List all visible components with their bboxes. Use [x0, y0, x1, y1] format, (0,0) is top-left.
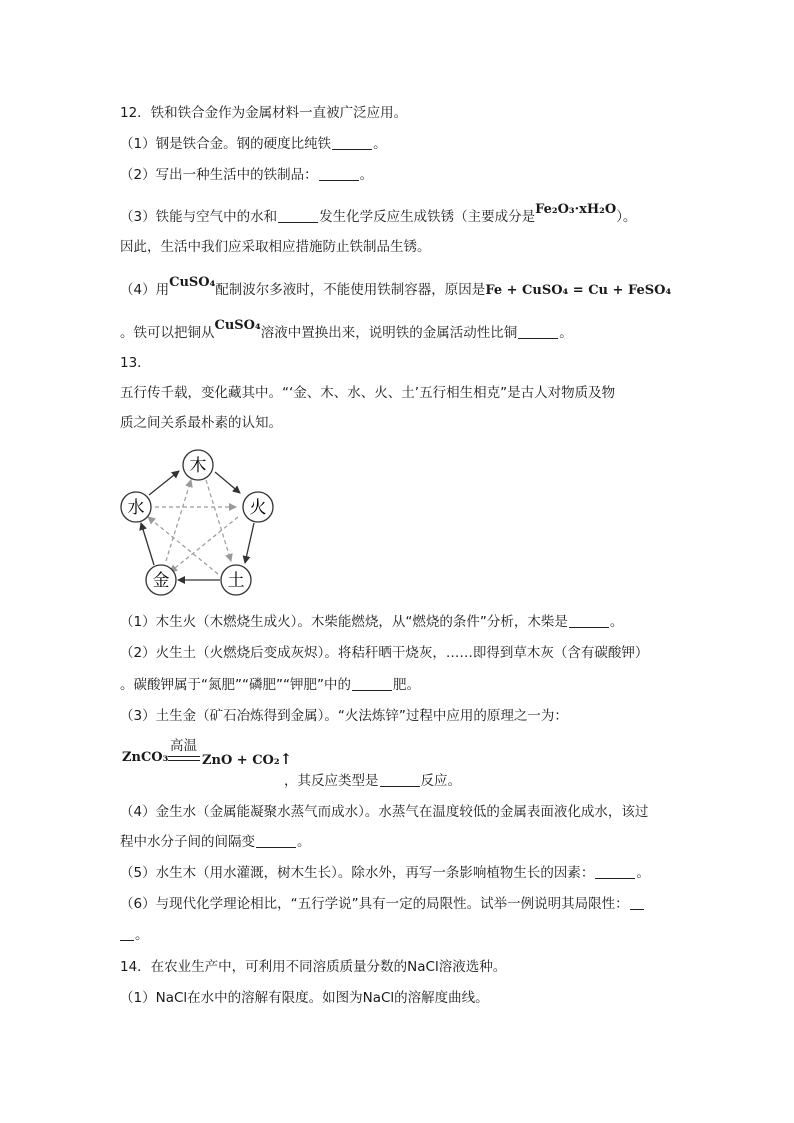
arrow-water-to-wood [149, 471, 179, 495]
q13-part4: （4）金生水（金属能凝聚水蒸气而成水）。水蒸气在温度较低的金属表面液化成水，该过 [120, 804, 649, 820]
q13-part5: （5）水生木（用水灌溉，树木生长）。除水外，再写一条影响植物生长的因素： 。 [120, 865, 650, 881]
svg-text:水: 水 [127, 498, 145, 518]
answer-blank[interactable] [518, 324, 558, 339]
answer-blank-continued[interactable] [120, 926, 134, 941]
node-earth [221, 565, 251, 595]
q12-part3-line2: 因此，生活中我们应采取相应措施防止铁制品生锈。 [120, 239, 431, 255]
answer-blank[interactable] [332, 135, 372, 150]
equals-sign [168, 756, 200, 761]
svg-text:金: 金 [152, 571, 170, 591]
svg-text:土: 土 [227, 571, 245, 591]
q12-title: 12．铁和铁合金作为金属材料一直被广泛应用。 [120, 105, 408, 121]
cuso4-formula: CuSO₄ [214, 318, 261, 333]
q13-part6-line2: 。 [120, 925, 149, 945]
arrow-fire-to-earth [245, 523, 254, 563]
arrow-metal-to-wood [166, 480, 191, 561]
q13-intro-line2: 质之间关系最朴素的认知。 [120, 415, 282, 431]
arrow-wood-to-earth [206, 480, 231, 561]
gas-arrow-icon: ↑ [279, 750, 293, 768]
arrow-wood-to-fire [215, 472, 240, 493]
answer-blank[interactable] [256, 833, 296, 848]
node-fire [243, 492, 273, 522]
q13-part4-line2: 程中水分子间的间隔变 。 [120, 834, 311, 850]
node-water [121, 492, 151, 522]
reaction-condition: 高温 [170, 738, 197, 754]
answer-blank[interactable] [380, 772, 420, 787]
q13-part6: （6）与现代化学理论相比，“五行学说”具有一定的局限性。试举一例说明其局限性： [120, 894, 645, 914]
q13-number: 13． [120, 355, 151, 371]
q12-part3: （3）铁能与空气中的水和 发生化学反应生成铁锈（主要成分是Fe₂O₃·xH₂O）。 [120, 202, 637, 225]
q13-part2-line2: 。碳酸钾属于“氮肥”“磷肥”“钾肥”中的 肥。 [120, 677, 420, 693]
q14-title: 14．在农业生产中，可利用不同溶质质量分数的NaCl溶液选种。 [120, 959, 507, 975]
q13-part2: （2）火生土（火燃烧后变成灰烬）。将秸秆晒干烧灰，……即得到草木灰（含有碳酸钾） [120, 645, 649, 661]
answer-blank[interactable] [630, 895, 644, 910]
q12-part1: （1）钢是铁合金。钢的硬度比纯铁 。 [120, 136, 387, 152]
q13-part1: （1）木生火（木燃烧生成火）。木柴能燃烧，从“燃烧的条件”分析，木柴是 。 [120, 614, 624, 630]
answer-blank[interactable] [278, 208, 318, 223]
five-elements-diagram [118, 447, 278, 597]
cuso4-formula: CuSO₄ [169, 275, 216, 290]
q12-part4-line2: 。铁可以把铜从CuSO₄溶液中置换出来，说明铁的金属活动性比铜 。 [120, 318, 573, 341]
rust-formula: Fe₂O₃·xH₂O [535, 202, 617, 217]
q12-part2: （2）写出一种生活中的铁制品： 。 [120, 167, 374, 183]
q13-part3-line2: ，其反应类型是 反应。 [284, 773, 461, 789]
iron-copper-equation: Fe + CuSO₄ = Cu + FeSO₄ [485, 283, 672, 298]
q13-part3: （3）土生金（矿石冶炼得到金属）。“火法炼锌”过程中应用的原理之一为： [120, 708, 568, 724]
overcoming-arrows [148, 480, 238, 574]
svg-text:木: 木 [189, 456, 207, 476]
answer-blank[interactable] [595, 864, 635, 879]
equation-products: ZnO + CO₂↑ [202, 750, 293, 768]
equation-reactant: ZnCO₃ [122, 750, 169, 765]
q13-intro: 五行传千载，变化藏其中。“‘金、木、水、火、土’五行相生相克”是古人对物质及物 [120, 385, 616, 401]
node-wood [183, 450, 213, 480]
svg-text:火: 火 [249, 498, 267, 518]
arrow-metal-to-water [141, 523, 154, 565]
q12-part4: （4）用CuSO₄配制波尔多液时，不能使用铁制容器，原因是Fe + CuSO₄ = Cu + FeSO₄ [120, 275, 672, 298]
answer-blank[interactable] [319, 166, 359, 181]
node-metal [146, 565, 176, 595]
answer-blank[interactable] [569, 613, 609, 628]
answer-blank[interactable] [352, 676, 392, 691]
arrow-fire-to-metal [170, 517, 238, 572]
q14-part1: （1）NaCl在水中的溶解有限度。如图为NaCl的溶解度曲线。 [120, 990, 489, 1006]
